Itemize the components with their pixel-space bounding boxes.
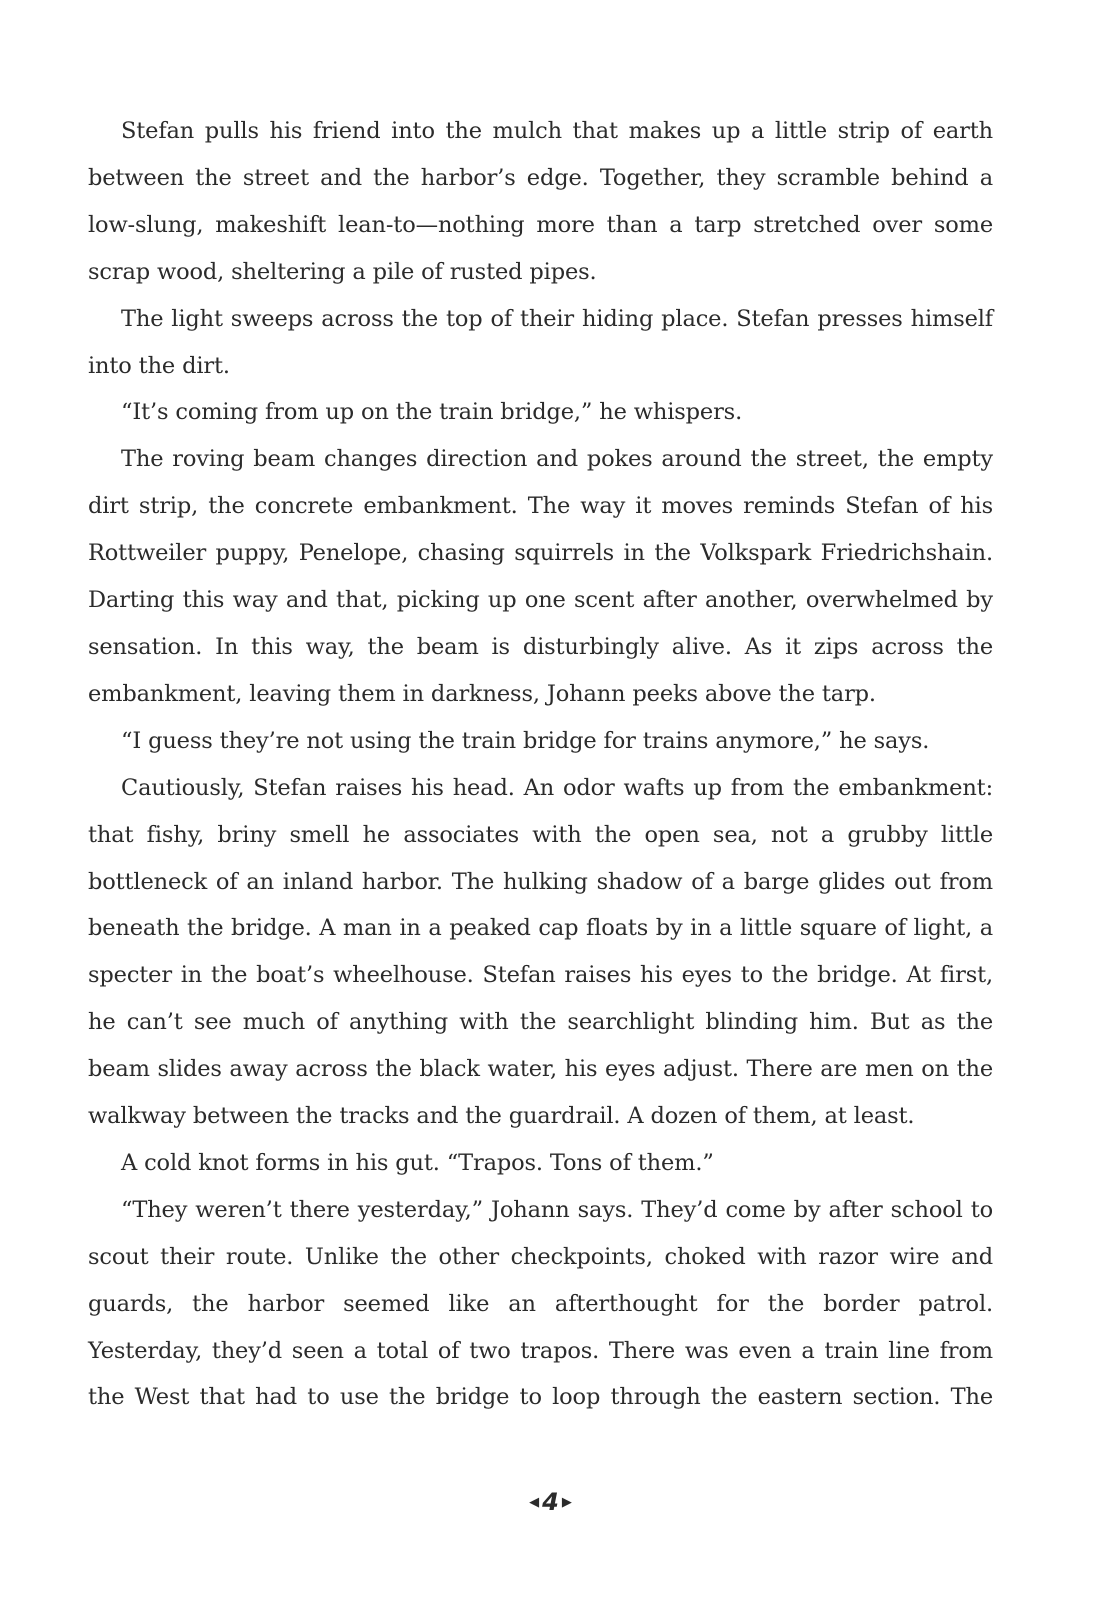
paragraph: “They weren’t there yesterday,” Johann says. They’d come by after school to scout their route. Unlike the other checkpoints, choked with razor wire and guards, the harbor seemed like an afterthought for the border patrol. Yesterday, they’d seen a total of two trapos. There was even a train line from the West that had to use the bridge to loop through the eastern section. The bbox=[88, 1196, 993, 1411]
body-text bbox=[88, 108, 993, 1421]
paragraph: A cold knot forms in his gut. “Trapos. Tons of them.” bbox=[121, 1149, 714, 1176]
paragraph: The light sweeps across the top of their hiding place. Stefan presses himself into the dirt. bbox=[88, 305, 993, 379]
left-triangle-icon: ◀ bbox=[529, 1494, 540, 1510]
right-triangle-icon: ▶ bbox=[561, 1494, 572, 1510]
paragraph: The roving beam changes direction and pokes around the street, the empty dirt strip, the concrete embankment. The way it moves reminds Stefan of his Rottweiler puppy, Penelope, chasing squirrels in the Volkspark Friedrichshain. Darting this way and that, picking up one scent after another, overwhelmed by sensation. In this way, the beam is disturbingly alive. As it zips across the embankment, leaving them in darkness, Johann peeks above the tarp. bbox=[88, 446, 993, 707]
paragraph: Stefan pulls his friend into the mulch that makes up a little strip of earth between the street and the harbor’s edge. Together, they scramble behind a low-slung, makeshift lean-to—nothing more than a tarp stretched over some scrap wood, sheltering a pile of rusted pipes. bbox=[88, 118, 993, 285]
paragraph: “I guess they’re not using the train bridge for trains anymore,” he says. bbox=[121, 727, 930, 754]
page-number: 4 bbox=[542, 1488, 559, 1516]
paragraph: “It’s coming from up on the train bridge,” he whispers. bbox=[121, 399, 743, 426]
page-folio bbox=[0, 1490, 1101, 1514]
paragraph: Cautiously, Stefan raises his head. An odor wafts up from the embankment: that fishy, briny smell he associates with the open sea, not a grubby little bottleneck of an inland harbor. The hulking shadow of a barge glides out from beneath the bridge. A man in a peaked cap floats by in a little square of light, a specter in the boat’s wheelhouse. Stefan raises his eyes to the bridge. At first, he can’t see much of anything with the searchlight blinding him. But as the beam slides away across the black water, his eyes adjust. There are men on the walkway between the tracks and the guardrail. A dozen of them, at least. bbox=[88, 774, 993, 1130]
